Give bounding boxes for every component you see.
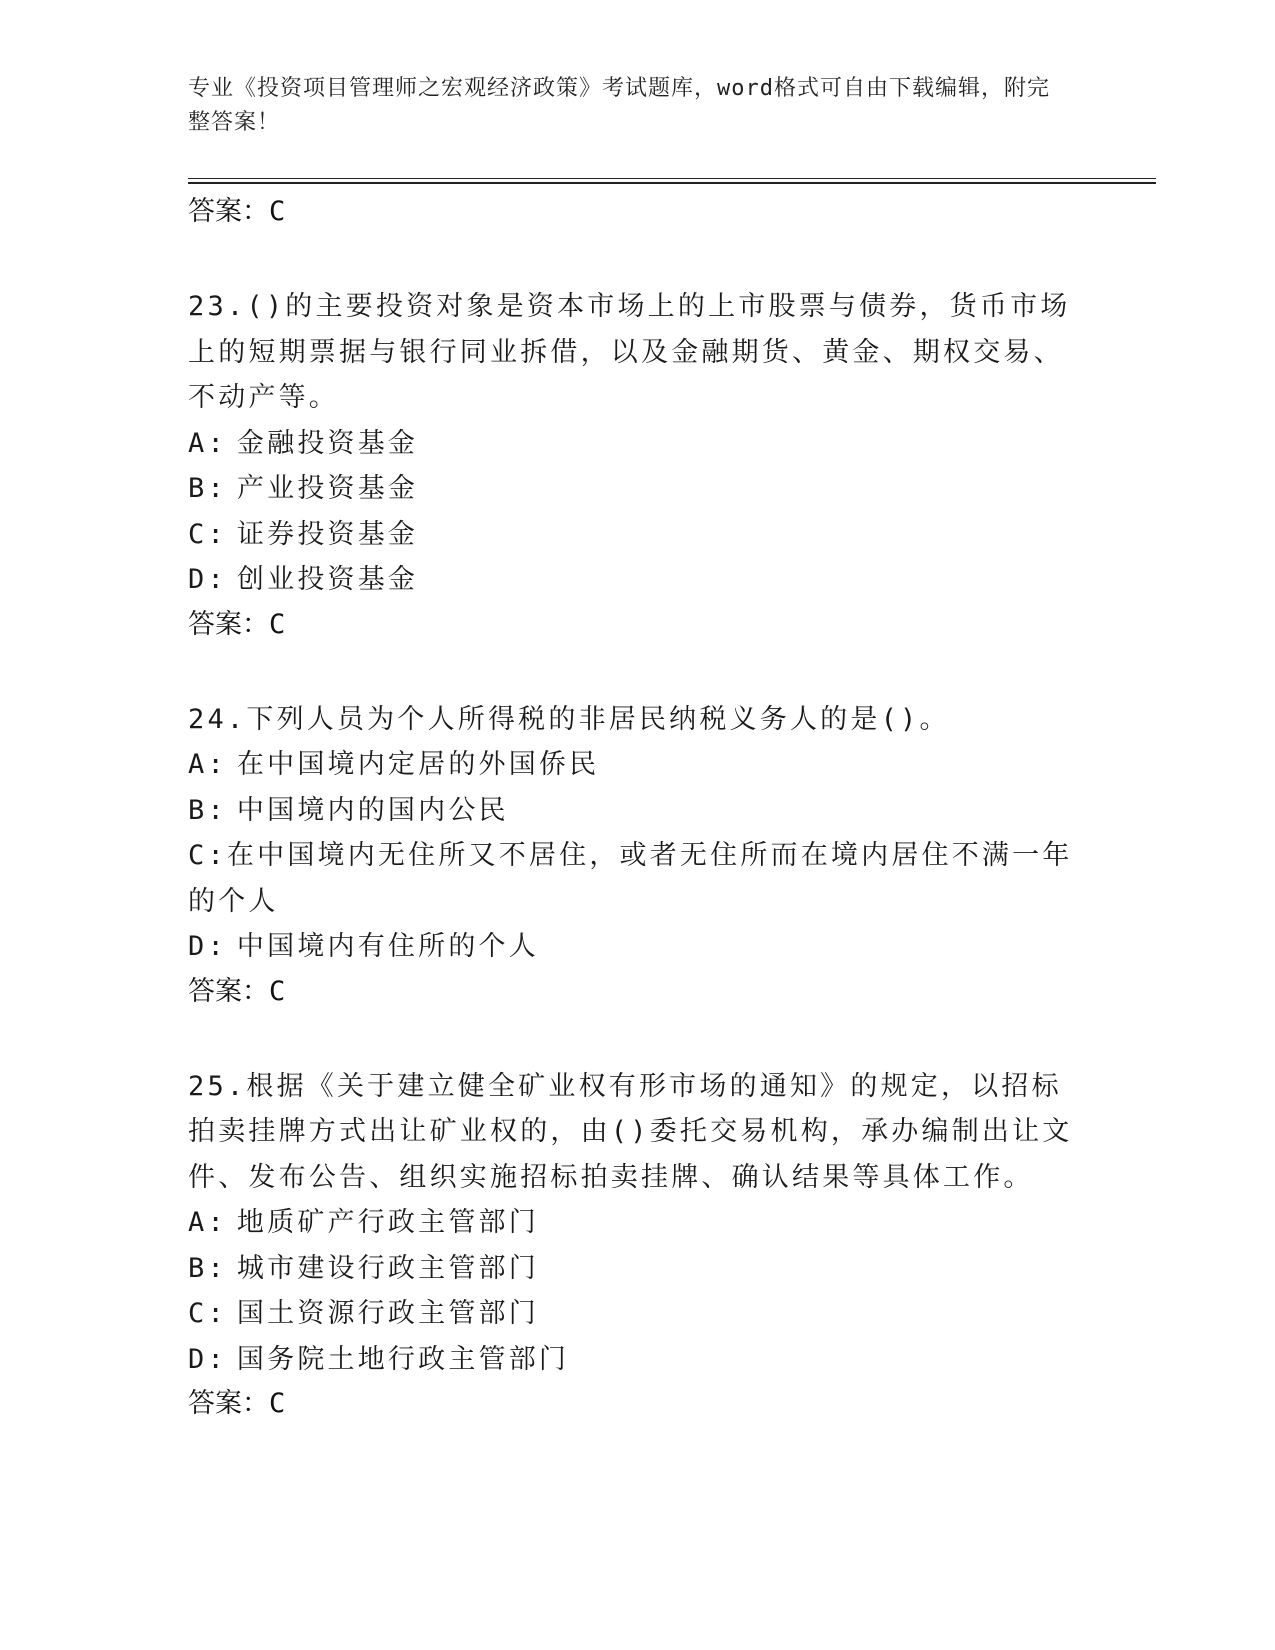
option-c: C:在中国境内无住所又不居住，或者无住所而在境内居住不满一年的个人 [188,840,1073,917]
answer-label: 答案： [188,1388,269,1419]
option-b: B: 产业投资基金 [188,473,419,504]
answer-line [188,970,1088,1014]
answer-label: 答案： [188,608,269,640]
option-c: C: 国土资源行政主管部门 [188,1298,539,1329]
question-item [188,284,1088,647]
option-b: B: 中国境内的国内公民 [188,794,509,826]
option-b: B: 城市建设行政主管部门 [188,1252,539,1284]
answer-line [188,603,1088,647]
question-stem: 23.()的主要投资对象是资本市场上的上市股票与债券，货币市场上的短期票据与银行同业拆借，以及金融期货、黄金、期权交易、不动产等。 [188,291,1071,413]
answer-value: C [269,975,286,1007]
previous-answer-line [188,190,1088,234]
answer-value: C [269,196,286,227]
answer-line [188,1382,1088,1426]
document-header-text: 专业《投资项目管理师之宏观经济政策》考试题库，word格式可自由下载编辑，附完整答案！ [188,76,1050,135]
option-d: D: 创业投资基金 [188,564,419,595]
answer-label: 答案： [188,975,269,1007]
option-a: A: 金融投资基金 [188,427,419,459]
option-a: A: 在中国境内定居的外国侨民 [188,749,600,780]
answer-value: C [269,1388,286,1419]
question-stem: 24.下列人员为个人所得税的非居民纳税义务人的是()。 [188,703,950,735]
option-d: D: 中国境内有住所的个人 [188,931,539,962]
question-stem: 25.根据《关于建立健全矿业权有形市场的通知》的规定，以招标拍卖挂牌方式出让矿业权的，由()委托交易机构，承办编制出让文件、发布公告、组织实施招标拍卖挂牌、确认结果等具体工作。 [188,1070,1073,1193]
option-c: C: 证券投资基金 [188,518,419,550]
header-divider-thin [188,178,1156,179]
header-divider-thick [188,182,1156,184]
answer-label: 答案： [188,196,269,227]
question-item [188,697,1088,1014]
option-d: D: 国务院土地行政主管部门 [188,1343,570,1375]
option-a: A: 地质矿产行政主管部门 [188,1207,539,1238]
question-item [188,1064,1088,1427]
answer-value: C [269,608,286,640]
spacer [188,647,1088,697]
spacer [188,234,1088,284]
question-list [188,190,1088,1426]
spacer [188,1014,1088,1064]
